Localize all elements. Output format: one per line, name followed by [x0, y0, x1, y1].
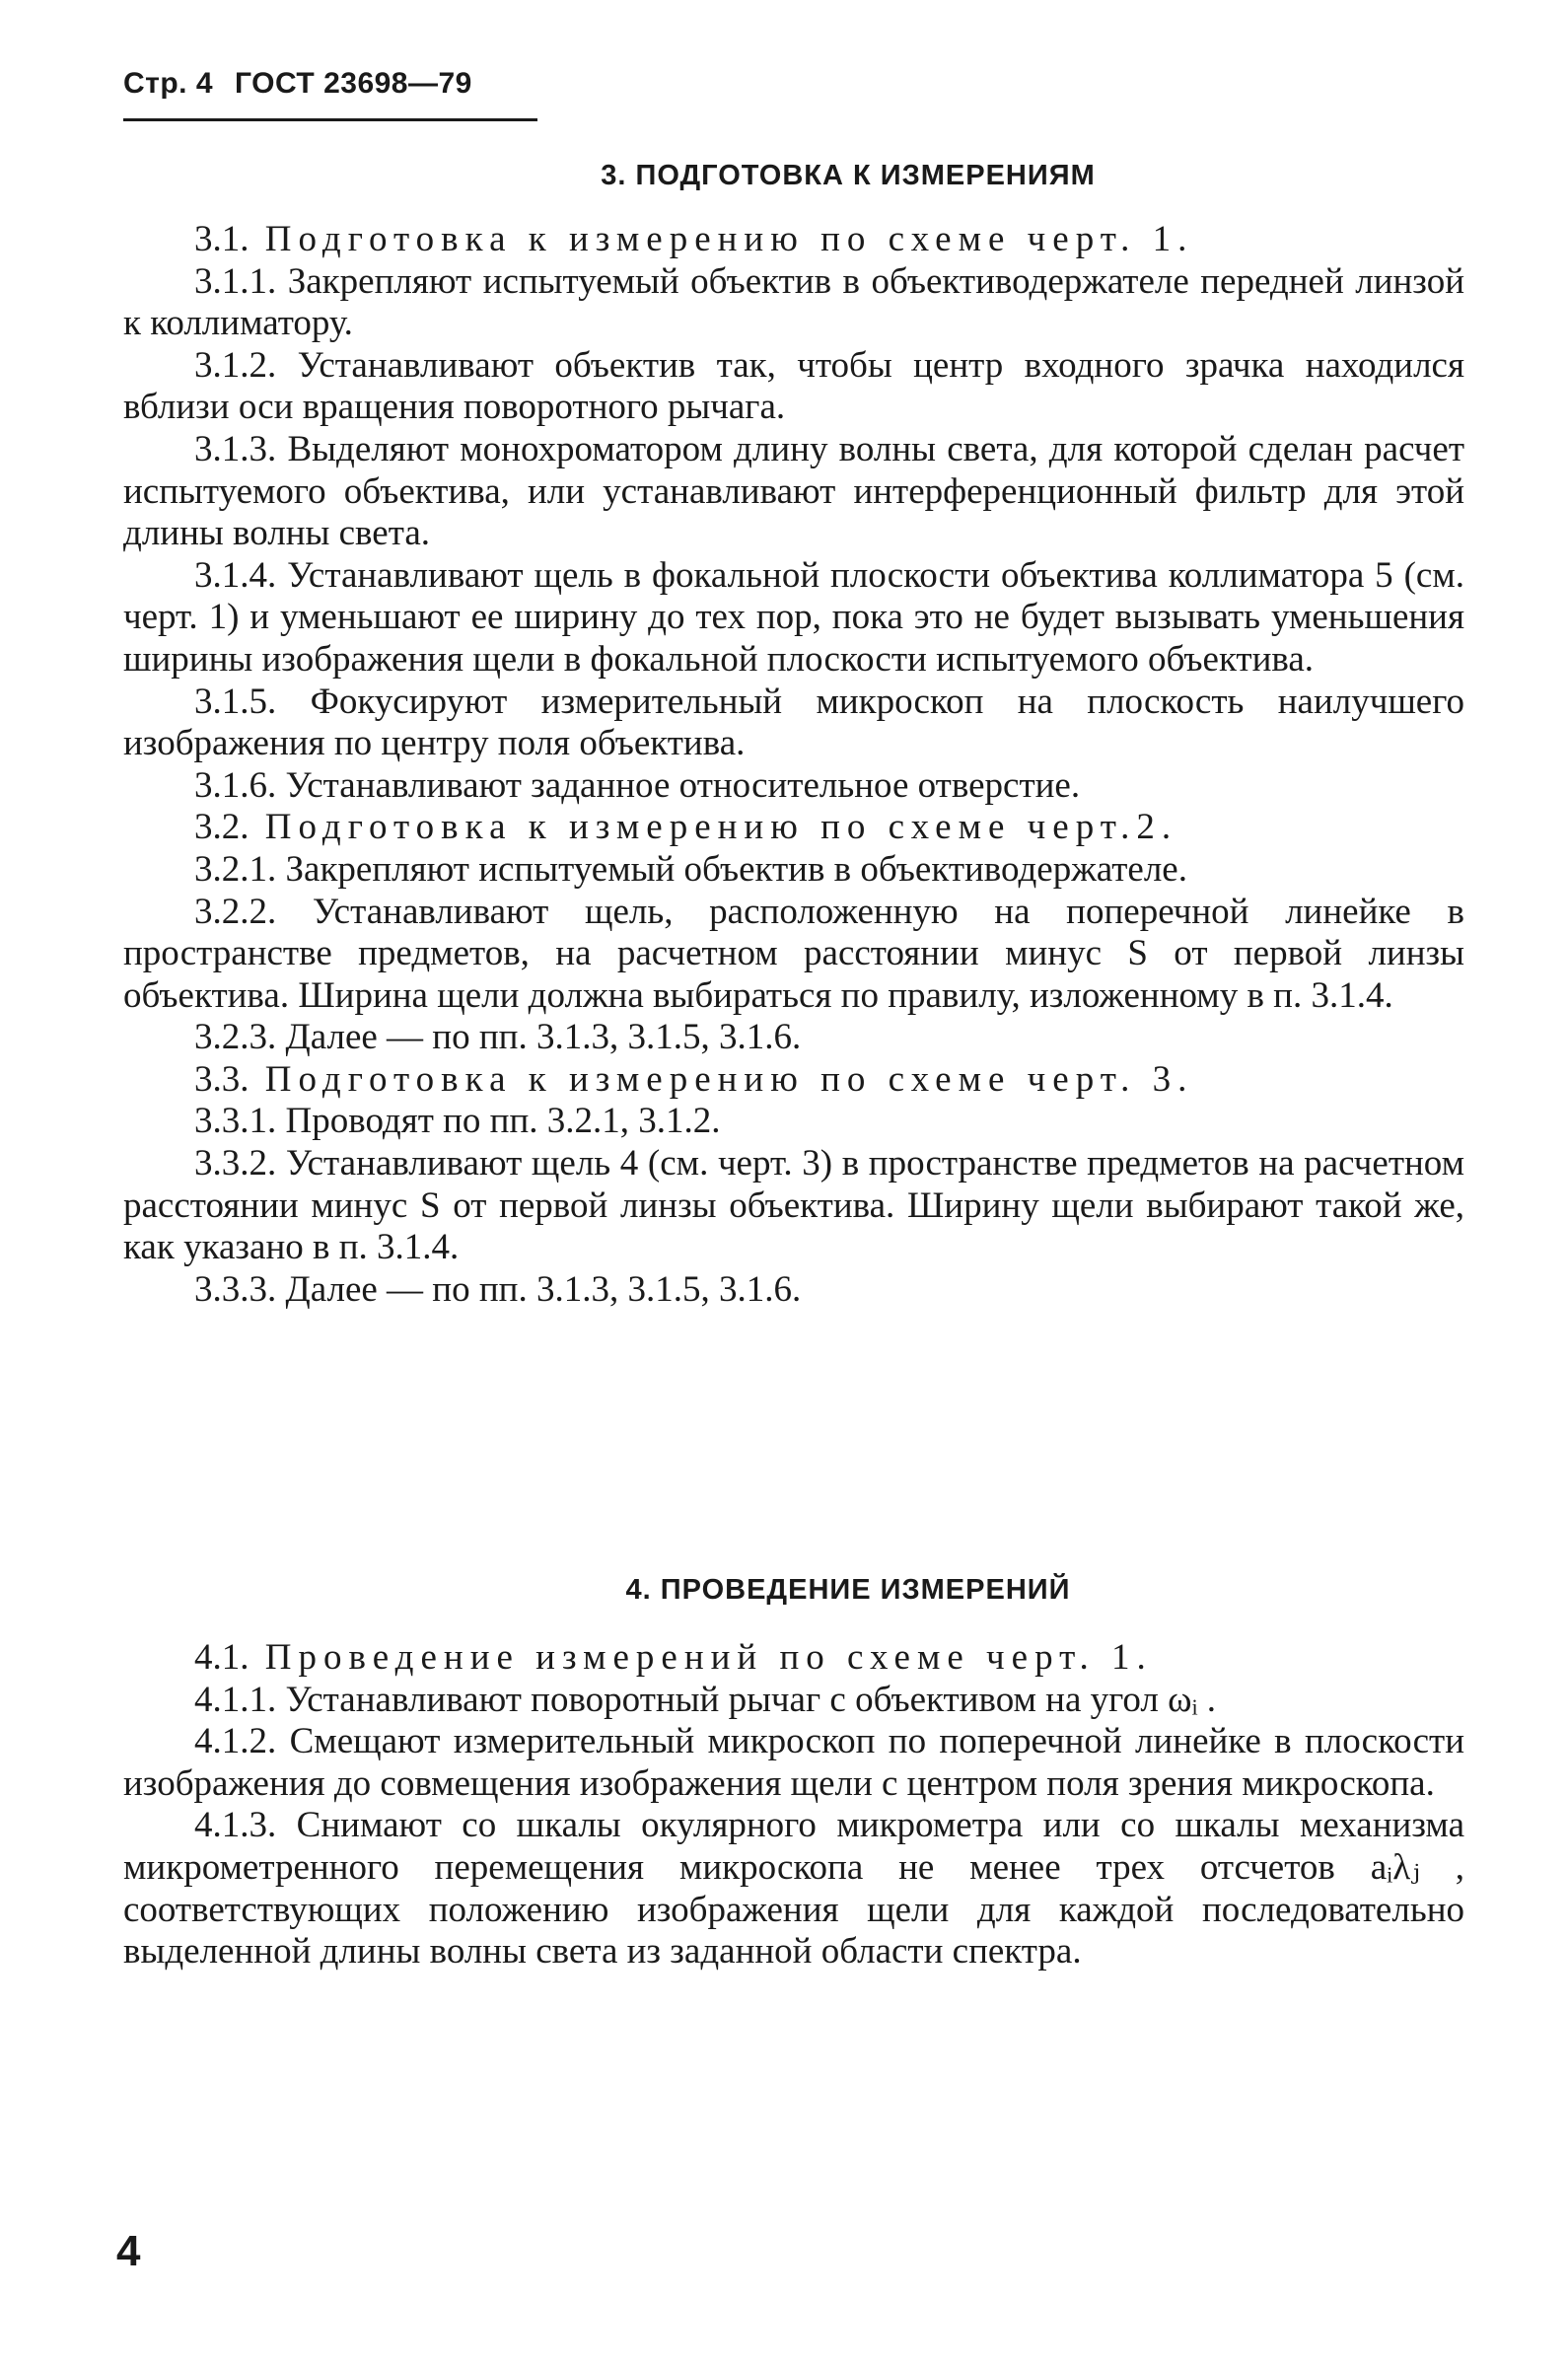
section3-paragraph: [123, 1101, 1464, 1143]
paragraph-text: 3.1.4. Устанавливают щель в фокальной плоскости объектива коллиматора 5 (см. черт. 1) и уменьшают ее ширину до тех пор, пока это не будет вызывать уменьшения ширины изображения щели в фокальной плоскости испытуемого объектива.: [123, 554, 1464, 680]
paragraph-text: 3.1.5. Фокусируют измерительный микроскоп на плоскость наилучшего изображения по центру поля объектива.: [123, 681, 1464, 764]
standard-number: ГОСТ 23698—79: [235, 67, 472, 100]
paragraph-text: 3.2.1. Закрепляют испытуемый объектив в объективодержателе.: [194, 848, 1187, 890]
page-header: [123, 67, 472, 101]
paragraph-text: Подготовка к измерению по схеме черт. 3.: [264, 1058, 1194, 1100]
paragraph-text: 3.1.3. Выделяют монохроматором длину волны света, для которой сделан расчет испытуемого объектива, или устанавливают интерференционный фильтр для этой длины волны света.: [123, 428, 1464, 554]
section3-paragraph: [123, 807, 1464, 849]
clause-number: 4.1.: [194, 1637, 249, 1678]
section4-paragraph: [123, 1721, 1464, 1805]
paragraph-text: Проведение измерений по схеме черт. 1.: [264, 1637, 1153, 1678]
section3-paragraph: [123, 1269, 1464, 1312]
section3-paragraph: [123, 1143, 1464, 1269]
paragraph-text: 3.2.2. Устанавливают щель, расположенную на поперечной линейке в пространстве предметов, на расчетном расстоянии минус S от первой линзы объектива. Ширина щели должна выбираться по правилу, изложенному в п. 3.1.4.: [123, 891, 1464, 1016]
section3-paragraph: [123, 261, 1464, 345]
section3-paragraph: [123, 765, 1464, 808]
section-4-body: [123, 1637, 1464, 1973]
page-number: 4: [116, 2227, 141, 2275]
paragraph-text: 4.1.3. Снимают со шкалы окулярного микрометра или со шкалы механизма микрометренного перемещения микроскопа не менее трех отсчетов aᵢλⱼ , соответствующих положению изображения щели для каждой последовательно выделенной длины волны света из заданной области спектра.: [123, 1805, 1464, 1973]
header-rule: [123, 118, 537, 121]
paragraph-text: 3.3.2. Устанавливают щель 4 (см. черт. 3) в пространстве предметов на расчетном расстоянии минус S от первой линзы объектива. Ширину щели выбирают такой же, как указано в п. 3.1.4.: [123, 1143, 1464, 1268]
paragraph-text: 4.1.1. Устанавливают поворотный рычаг с объективом на угол ωᵢ .: [194, 1679, 1217, 1720]
section-4-title: 4. ПРОВЕДЕНИЕ ИЗМЕРЕНИЙ: [625, 1574, 1071, 1606]
section3-paragraph: [123, 682, 1464, 765]
section4-paragraph: [123, 1680, 1464, 1722]
section3-paragraph: [123, 892, 1464, 1018]
paragraph-text: 3.3.1. Проводят по пп. 3.2.1, 3.1.2.: [194, 1101, 721, 1142]
paragraph-text: 3.1.6. Устанавливают заданное относительное отверстие.: [194, 764, 1081, 806]
section3-paragraph: [123, 555, 1464, 682]
paragraph-text: 4.1.2. Смещают измерительный микроскоп по поперечной линейке в плоскости изображения до совмещения изображения щели с центром поля зрения микроскопа.: [123, 1721, 1464, 1804]
section3-paragraph: [123, 219, 1464, 261]
section4-paragraph: [123, 1637, 1464, 1680]
section3-paragraph: [123, 429, 1464, 555]
section3-paragraph: [123, 849, 1464, 892]
paragraph-text: Подготовка к измерению по схеме черт. 1.: [264, 219, 1194, 259]
clause-number: 3.3.: [194, 1058, 249, 1100]
paragraph-text: Подготовка к измерению по схеме черт.2.: [264, 807, 1178, 848]
section3-paragraph: [123, 345, 1464, 429]
section-3-body: [123, 219, 1464, 1311]
section3-paragraph: [123, 1017, 1464, 1059]
paragraph-text: 3.1.2. Устанавливают объектив так, чтобы центр входного зрачка находился вблизи оси вращения поворотного рычага.: [123, 344, 1464, 428]
paragraph-text: 3.3.3. Далее — по пп. 3.1.3, 3.1.5, 3.1.6.: [194, 1268, 802, 1310]
paragraph-text: 3.2.3. Далее — по пп. 3.1.3, 3.1.5, 3.1.6.: [194, 1017, 802, 1058]
section3-paragraph: [123, 1059, 1464, 1102]
paragraph-text: 3.1.1. Закрепляют испытуемый объектив в объективодержателе передней линзой к коллиматору.: [123, 260, 1464, 344]
clause-number: 3.1.: [194, 219, 249, 259]
page-label: Стр. 4: [123, 67, 214, 100]
section4-paragraph: [123, 1805, 1464, 1973]
clause-number: 3.2.: [194, 807, 249, 848]
section-3-title: 3. ПОДГОТОВКА К ИЗМЕРЕНИЯМ: [601, 160, 1096, 191]
